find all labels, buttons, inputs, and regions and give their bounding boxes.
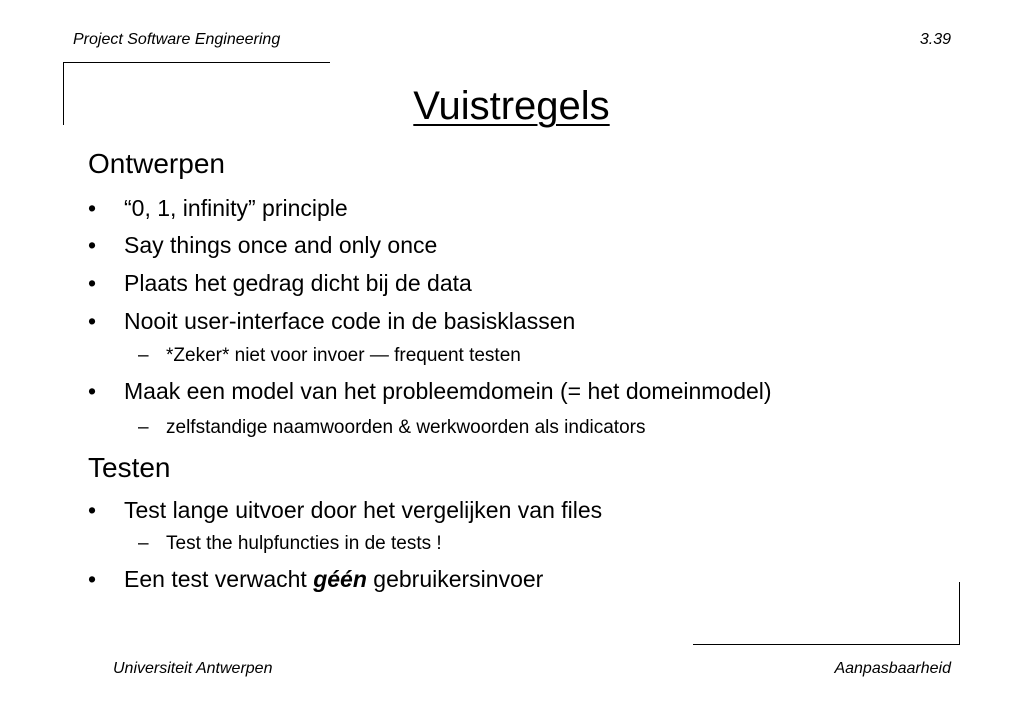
footer-institution: Universiteit Antwerpen <box>113 660 273 677</box>
bullet-item <box>88 566 543 593</box>
bullet-text-emphasis: géén <box>313 566 367 592</box>
sub-bullet-item <box>138 533 442 555</box>
bullet-text: “0, 1, infinity” principle <box>124 195 348 221</box>
bullet-text: Test lange uitvoer door het vergelijken van files <box>124 497 603 523</box>
top-left-corner-line-horizontal <box>63 62 330 63</box>
bullet-marker: • <box>88 378 97 404</box>
bullet-text-before: Een test verwacht <box>124 566 314 592</box>
bullet-item <box>88 270 472 297</box>
slide-number: 3.39 <box>919 31 951 48</box>
slide-title: Vuistregels <box>413 84 610 128</box>
sub-bullet-item <box>138 417 645 439</box>
bottom-right-corner-line-vertical <box>959 582 960 645</box>
bullet-item <box>88 378 772 405</box>
bullet-marker: • <box>88 270 97 296</box>
bullet-marker: • <box>88 566 97 592</box>
section-heading-ontwerpen: Ontwerpen <box>88 148 225 179</box>
bullet-item <box>88 195 348 222</box>
footer-topic: Aanpasbaarheid <box>834 660 951 677</box>
bullet-text-after: gebruikersinvoer <box>366 566 544 592</box>
section-heading-testen: Testen <box>88 452 171 483</box>
bullet-item <box>88 308 575 335</box>
sub-bullet-marker: – <box>138 533 149 554</box>
bullet-marker: • <box>88 232 97 258</box>
bullet-marker: • <box>88 195 97 221</box>
bullet-text: Plaats het gedrag dicht bij de data <box>124 270 472 296</box>
course-title: Project Software Engineering <box>73 31 281 48</box>
bullet-text: Nooit user-interface code in de basisklassen <box>124 308 576 334</box>
sub-bullet-text: Test the hulpfuncties in de tests ! <box>166 533 442 554</box>
bullet-marker: • <box>88 497 97 523</box>
bottom-right-corner-line-horizontal <box>693 644 960 645</box>
sub-bullet-text: *Zeker* niet voor invoer — frequent testen <box>166 345 521 366</box>
sub-bullet-marker: – <box>138 417 149 438</box>
bullet-item <box>88 232 437 259</box>
bullet-item <box>88 497 602 524</box>
bullet-text: Say things once and only once <box>124 232 438 258</box>
sub-bullet-item <box>138 345 521 367</box>
sub-bullet-marker: – <box>138 345 149 366</box>
bullet-text: Maak een model van het probleemdomein (= het domeinmodel) <box>124 378 772 404</box>
sub-bullet-text: zelfstandige naamwoorden & werkwoorden als indicators <box>166 417 646 438</box>
bullet-marker: • <box>88 308 97 334</box>
